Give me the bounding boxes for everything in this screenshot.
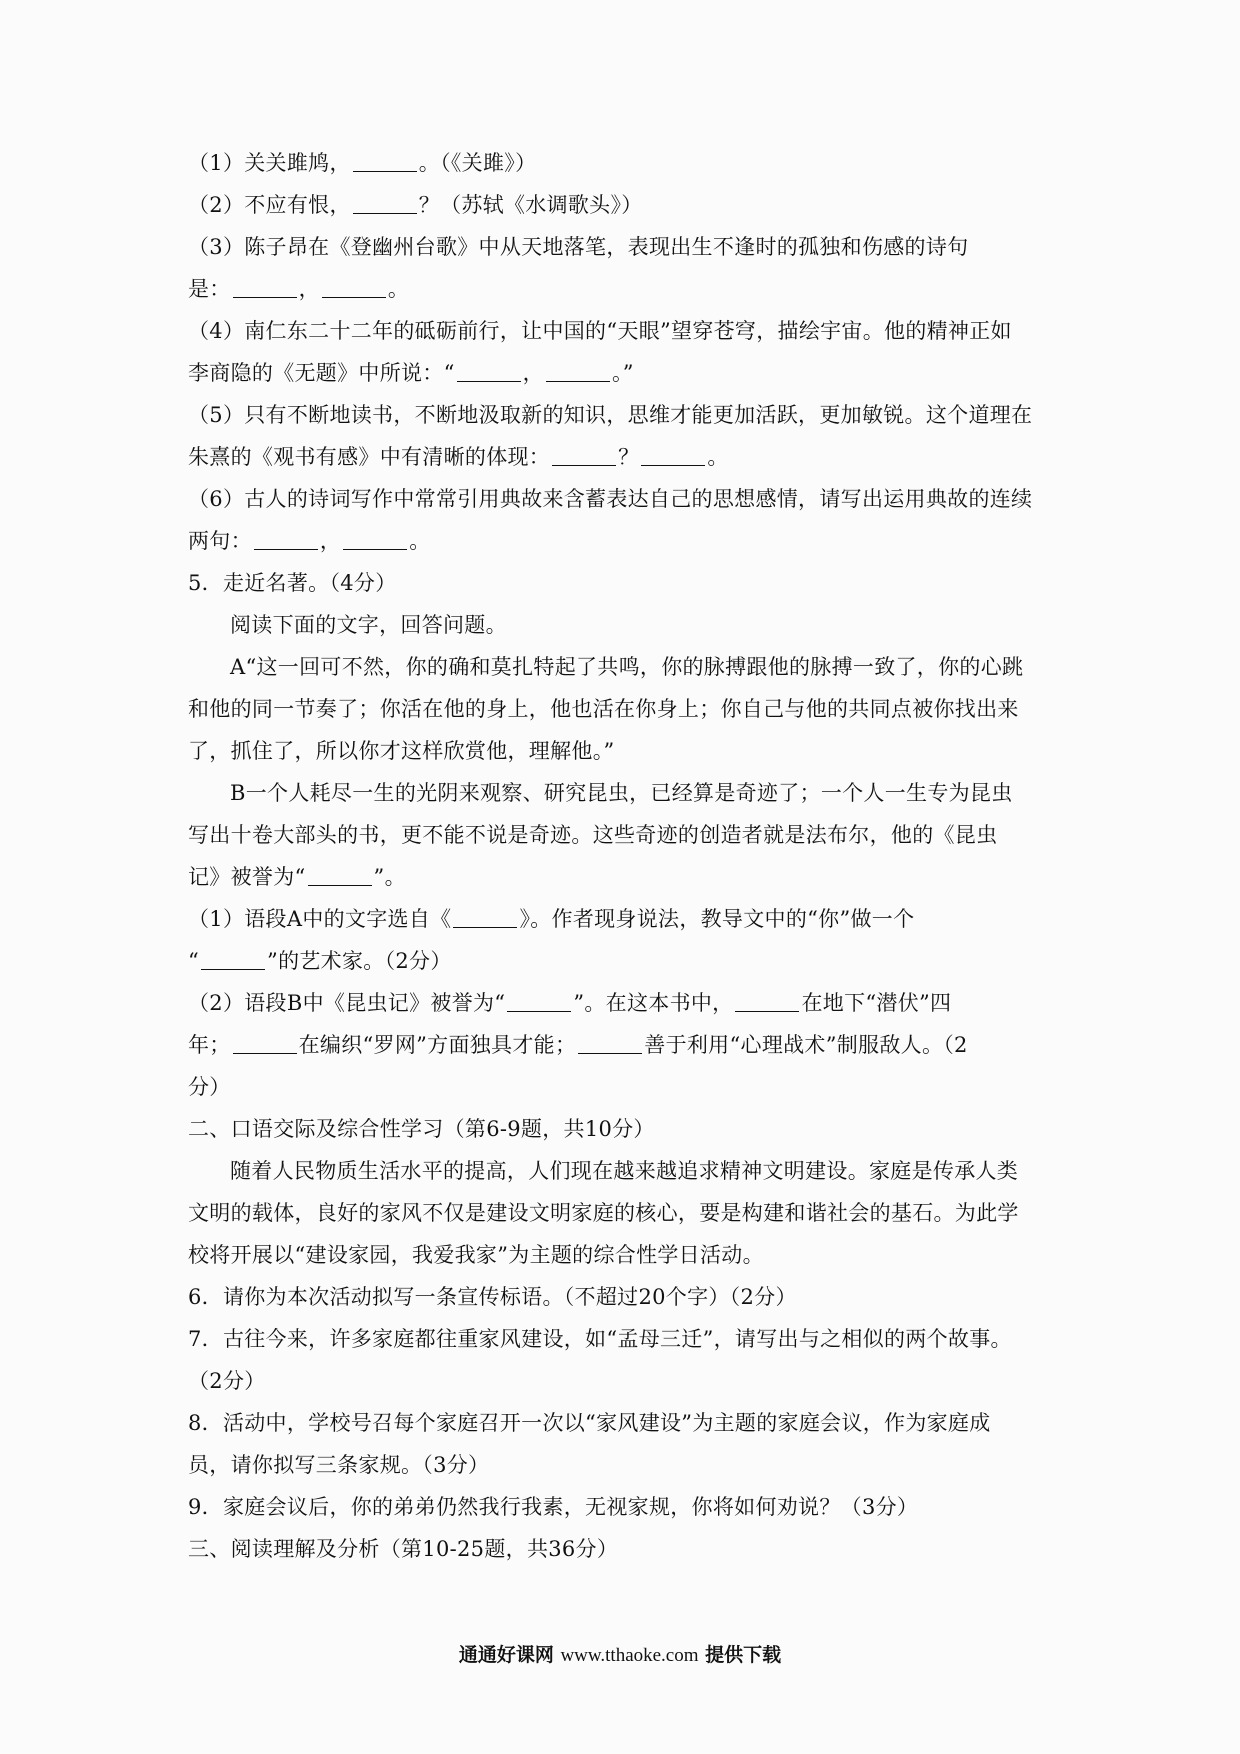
text: ”的艺术家。（2分） <box>267 949 452 973</box>
q5-sub-1-line-2 <box>188 940 1058 982</box>
text: 。 <box>387 277 410 301</box>
q4-item-5-line-1: （5）只有不断地读书，不断地汲取新的知识，思维才能更加活跃，更加敏锐。这个道理在 <box>188 403 1033 427</box>
text: （2）语段B中《昆虫记》被誉为“ <box>188 991 506 1015</box>
q5-passage-a-line-1: A“这一回可不然，你的确和莫扎特起了共鸣，你的脉搏跟他的脉搏一致了，你的心跳 <box>230 655 1024 679</box>
answer-blank <box>353 151 417 172</box>
q5-sub-1-line-1 <box>188 898 1058 940</box>
footer-url[interactable]: www.tthaoke.com <box>560 1645 699 1666</box>
q4-item-1 <box>188 142 1058 184</box>
text: 记》被誉为“ <box>188 865 306 889</box>
text: 在编织“罗网”方面独具才能； <box>298 1033 577 1057</box>
section-2-para-line-3: 校将开展以“建设家园，我爱我家”为主题的综合性学日活动。 <box>188 1243 764 1267</box>
page-footer <box>0 1640 1240 1667</box>
section-2-para-line-2: 文明的载体，良好的家风不仅是建设文明家庭的核心，要是构建和谐社会的基石。为此学 <box>188 1201 1019 1225</box>
q4-item-6-line-1: （6）古人的诗词写作中常常引用典故来含蓄表达自己的思想感情，请写出运用典故的连续 <box>188 487 1033 511</box>
text: ”。在这本书中， <box>573 991 734 1015</box>
question-7-line-2: （2分） <box>188 1369 266 1393</box>
answer-blank <box>735 991 799 1012</box>
text: ”。 <box>373 865 406 889</box>
text: 年； <box>188 1033 231 1057</box>
text: “ <box>188 949 200 973</box>
q4-item-6-line-2 <box>188 520 1058 562</box>
answer-blank <box>546 361 610 382</box>
text: 朱熹的《观书有感》中有清晰的体现： <box>188 445 551 469</box>
text: 。（《关雎》） <box>418 151 537 175</box>
q5-sub-2-line-2 <box>188 1024 1058 1066</box>
text: ， <box>319 529 342 553</box>
text: 。 <box>707 445 729 469</box>
text: 是： <box>188 277 231 301</box>
answer-blank <box>453 907 517 928</box>
q4-item-5-line-2 <box>188 436 1058 478</box>
q4-item-2 <box>188 184 1058 226</box>
text: 两句： <box>188 529 252 553</box>
q5-passage-a-line-3: 了，抓住了，所以你才这样欣赏他，理解他。” <box>188 739 615 763</box>
q4-item-4-line-1: （4）南仁东二十二年的砥砺前行，让中国的“天眼”望穿苍穹，描绘宇宙。他的精神正如 <box>188 319 1012 343</box>
section-3-title: 三、阅读理解及分析（第10-25题，共36分） <box>188 1537 619 1561</box>
footer-suffix: 提供下载 <box>705 1644 782 1666</box>
answer-blank <box>552 445 616 466</box>
q5-passage-a-line-2: 和他的同一节奏了；你活在他的身上，他也活在你身上；你自己与他的共同点被你找出来 <box>188 697 1019 721</box>
question-7-line-1: 7．古往今来，许多家庭都往重家风建设，如“孟母三迁”，请写出与之相似的两个故事。 <box>188 1327 1012 1351</box>
text: 善于利用“心理战术”制服敌人。（2 <box>644 1033 968 1057</box>
q5-sub-2-line-3: 分） <box>188 1075 231 1099</box>
text: 。 <box>409 529 431 553</box>
text: 李商隐的《无题》中所说：“ <box>188 361 455 385</box>
text: （2）不应有恨， <box>188 193 351 217</box>
q5-passage-b-line-1: B一个人耗尽一生的光阴来观察、研究昆虫，已经算是奇迹了；一个人一生专为昆虫 <box>230 781 1013 805</box>
answer-blank <box>353 193 417 214</box>
answer-blank <box>343 529 407 550</box>
answer-blank <box>254 529 318 550</box>
q5-intro: 阅读下面的文字，回答问题。 <box>230 613 507 637</box>
q5-title: 5．走近名著。（4分） <box>188 571 397 595</box>
answer-blank <box>578 1033 642 1054</box>
q5-passage-b-line-2: 写出十卷大部头的书，更不能不说是奇迹。这些奇迹的创造者就是法布尔，他的《昆虫 <box>188 823 998 847</box>
answer-blank <box>507 991 571 1012</box>
text: 在地下“潜伏”四 <box>801 991 952 1015</box>
text: 》。作者现身说法，教导文中的“你”做一个 <box>519 907 915 931</box>
text: ？ <box>618 445 640 469</box>
question-9: 9．家庭会议后，你的弟弟仍然我行我素，无视家规，你将如何劝说？（3分） <box>188 1495 919 1519</box>
footer-site-name: 通通好课网 <box>458 1644 554 1666</box>
text: ， <box>522 361 544 385</box>
q5-sub-2-line-1 <box>188 982 1058 1024</box>
q4-item-4-line-2 <box>188 352 1058 394</box>
text: ， <box>298 277 320 301</box>
section-2-para-line-1: 随着人民物质生活水平的提高，人们现在越来越追求精神文明建设。家庭是传承人类 <box>230 1159 1019 1183</box>
answer-blank <box>457 361 521 382</box>
question-8-line-1: 8．活动中，学校号召每个家庭召开一次以“家风建设”为主题的家庭会议，作为家庭成 <box>188 1411 991 1435</box>
text: 。” <box>611 361 634 385</box>
answer-blank <box>641 445 705 466</box>
answer-blank <box>308 865 372 886</box>
text: （1）语段A中的文字选自《 <box>188 907 452 931</box>
answer-blank <box>233 1033 297 1054</box>
text: ？（苏轼《水调歌头》） <box>418 193 643 217</box>
answer-blank <box>201 949 265 970</box>
section-2-title: 二、口语交际及综合性学习（第6-9题，共10分） <box>188 1117 655 1141</box>
exam-content <box>188 142 1058 1570</box>
answer-blank <box>322 277 386 298</box>
q5-passage-b-line-3 <box>188 856 1058 898</box>
q4-item-3-line-2 <box>188 268 1058 310</box>
q4-item-3-line-1: （3）陈子昂在《登幽州台歌》中从天地落笔，表现出生不逢时的孤独和伤感的诗句 <box>188 235 969 259</box>
answer-blank <box>233 277 297 298</box>
question-8-line-2: 员，请你拟写三条家规。（3分） <box>188 1453 490 1477</box>
question-6: 6．请你为本次活动拟写一条宣传标语。（不超过20个字）（2分） <box>188 1285 797 1309</box>
text: （1）关关雎鸠， <box>188 151 351 175</box>
